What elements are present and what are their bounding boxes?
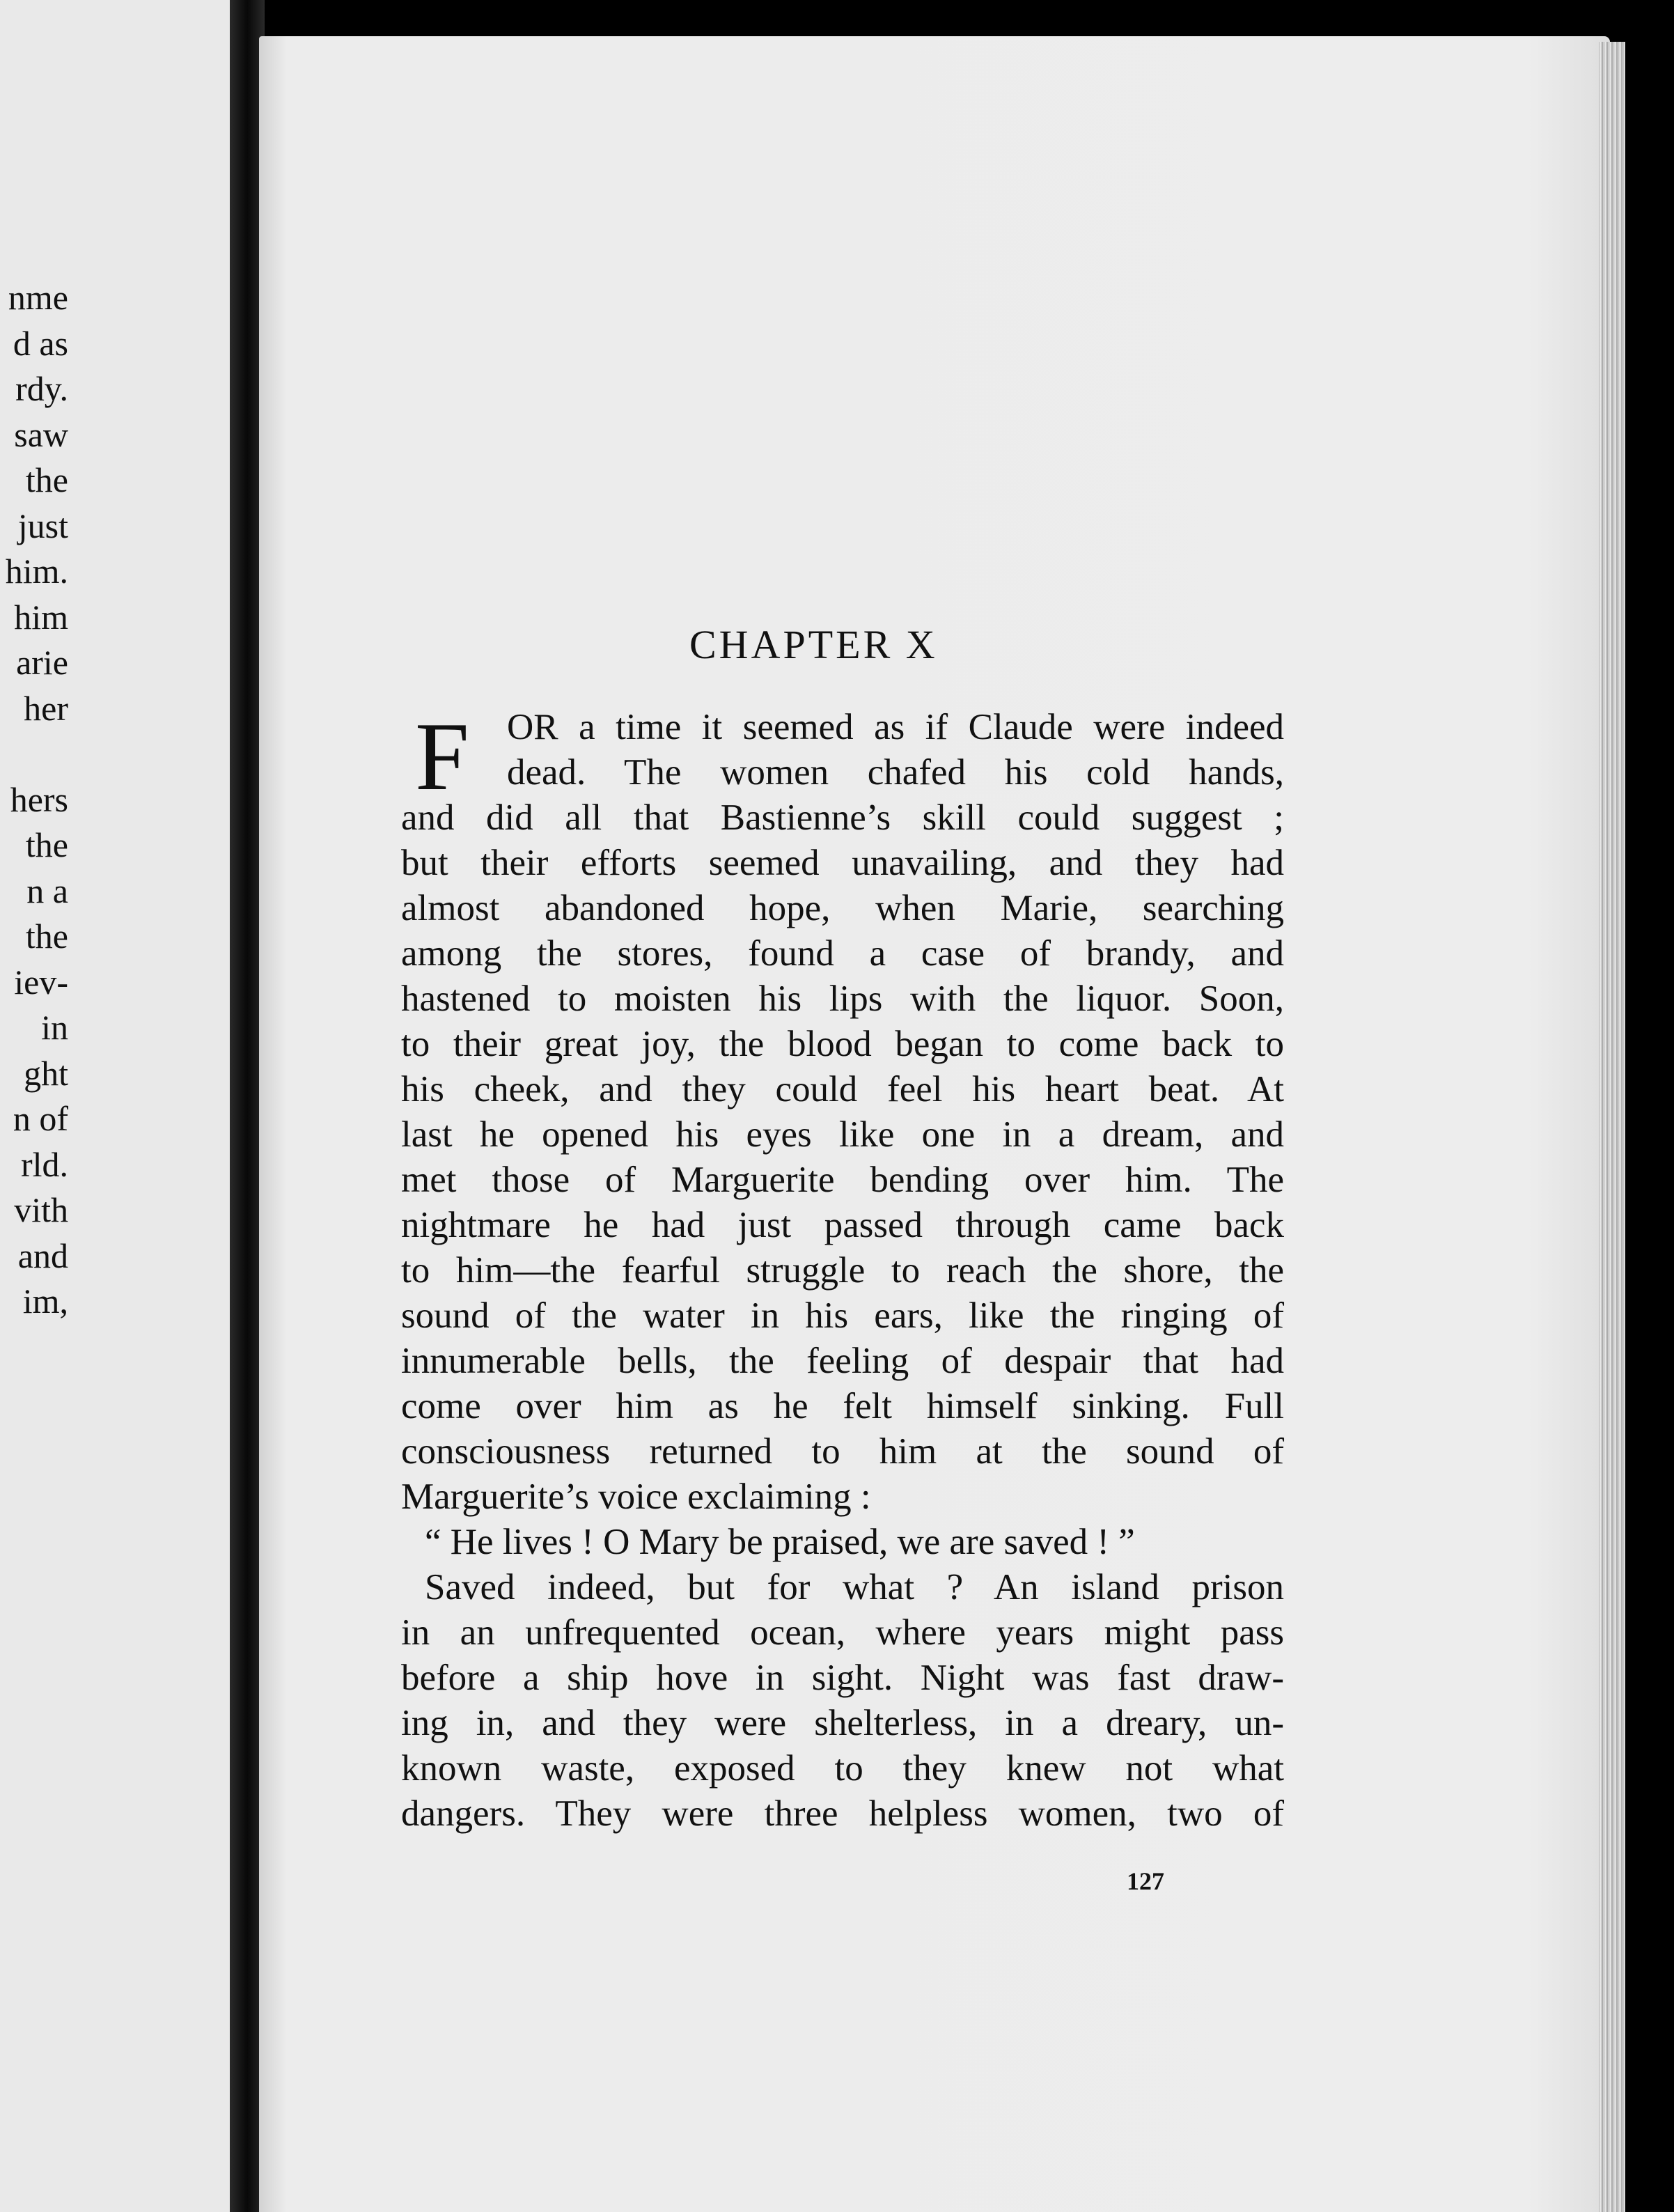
left-page-fragment: the (25, 917, 68, 956)
text-line-10: last he opened his eyes like one in a dream, and (401, 1114, 1284, 1155)
text-line-16: come over him as he felt himself sinking. Full (401, 1386, 1284, 1426)
left-page-fragment: him (14, 597, 68, 637)
drop-cap: F (415, 703, 469, 811)
left-page-fragment: vith (14, 1190, 68, 1229)
left-page-fragment: d as (13, 323, 68, 363)
left-page-fragment: him. (5, 552, 68, 591)
left-page-fragment: n of (13, 1099, 68, 1138)
page-edges (1599, 42, 1625, 2212)
left-page-fragment: and (17, 1236, 68, 1275)
left-page-fragment: nme (8, 278, 68, 317)
text-line-6: among the stores, found a case of brandy, and (401, 933, 1284, 974)
text-line-21: in an unfrequented ocean, where years might pass (401, 1612, 1284, 1653)
text-line-5: almost abandoned hope, when Marie, searching (401, 888, 1284, 928)
text-line-25: dangers. They were three helpless women, two of (401, 1793, 1284, 1834)
left-page-fragment: ght (24, 1053, 68, 1093)
text-line-1: OR a time it seemed as if Claude were indeed (507, 707, 1284, 747)
text-line-12: nightmare he had just passed through came back (401, 1205, 1284, 1245)
text-line-23: ing in, and they were shelterless, in a dreary, un- (401, 1703, 1284, 1743)
text-line-3: and did all that Bastienne’s skill could suggest ; (401, 797, 1284, 838)
left-page-fragment: the (25, 825, 68, 864)
left-page-fragment: iev- (14, 962, 68, 1002)
text-line-20: Saved indeed, but for what ? An island prison (425, 1567, 1284, 1607)
chapter-body (401, 705, 1284, 1837)
text-line-4: but their efforts seemed unavailing, and they had (401, 843, 1284, 883)
left-page-fragment: hers (10, 779, 68, 819)
left-page (0, 0, 251, 2212)
text-line-2: dead. The women chafed his cold hands, (507, 752, 1284, 793)
text-line-7: hastened to moisten his lips with the liquor. Soon, (401, 979, 1284, 1019)
text-line-9: his cheek, and they could feel his heart beat. At (401, 1069, 1284, 1109)
text-line-15: innumerable bells, the feeling of despair that had (401, 1341, 1284, 1381)
left-page-fragment: her (24, 688, 68, 728)
left-page-fragment: in (41, 1008, 68, 1047)
text-line-11: met those of Marguerite bending over him. The (401, 1160, 1284, 1200)
text-line-18: Marguerite’s voice exclaiming : (401, 1477, 871, 1517)
chapter-title: CHAPTER X (689, 622, 938, 667)
left-page-fragment: im, (22, 1282, 68, 1321)
text-line-14: sound of the water in his ears, like the ringing of (401, 1295, 1284, 1336)
left-page-fragment: saw (14, 414, 68, 454)
text-line-8: to their great joy, the blood began to come back to (401, 1024, 1284, 1064)
text-line-22: before a ship hove in sight. Night was fast draw- (401, 1658, 1284, 1698)
left-page-fragment: just (17, 506, 68, 545)
left-page-fragment: rld. (20, 1144, 68, 1184)
left-page-fragment: arie (16, 643, 68, 682)
left-page-fragment: the (25, 460, 68, 499)
page-number: 127 (1127, 1867, 1164, 1895)
left-page-fragment: rdy. (15, 369, 68, 408)
left-page-fragment: n a (26, 871, 68, 910)
text-line-17: consciousness returned to him at the sound of (401, 1431, 1284, 1472)
text-line-19: “ He lives ! O Mary be praised, we are saved ! ” (425, 1522, 1135, 1562)
text-line-13: to him—the fearful struggle to reach the shore, the (401, 1250, 1284, 1291)
text-line-24: known waste, exposed to they knew not what (401, 1748, 1284, 1789)
